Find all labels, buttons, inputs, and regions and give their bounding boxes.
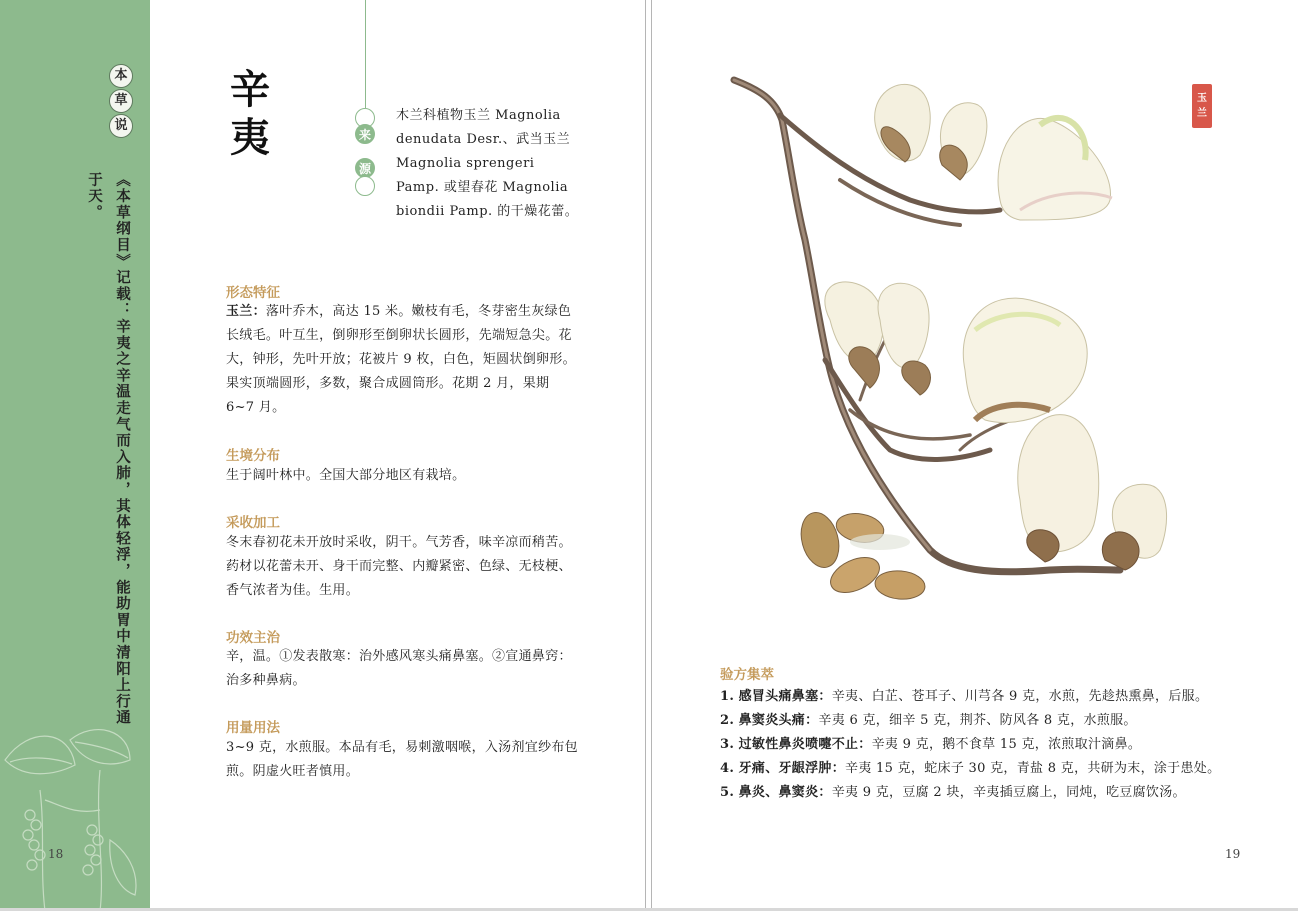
prescription-text: 辛夷、白芷、苍耳子、川芎各 9 克，水煎，先趁热熏鼻，后服。 (831, 689, 1209, 704)
prescription-name: 鼻窦炎头痛： (738, 713, 819, 728)
prescription-item (720, 760, 1220, 778)
prescription-name: 感冒头痛鼻塞： (738, 689, 832, 704)
seal-char: 玉 (1197, 93, 1207, 104)
middle-flower-cluster (825, 282, 1087, 423)
prescription-number: 3. (720, 737, 735, 752)
source-vertical-line (365, 0, 366, 108)
prescription-number: 1. (720, 689, 735, 704)
section-body-morphology (226, 300, 578, 420)
section-heading-morphology: 形态特征 (226, 285, 280, 301)
side-quote: 《本草纲目》记载：辛夷之辛温走气而入肺，其体轻浮，能助胃中清阳上行通于天。 (86, 172, 131, 727)
seal-char: 兰 (1197, 108, 1207, 119)
prescription-item (720, 688, 1208, 706)
series-title-char: 说 (109, 114, 133, 138)
prescription-number: 2. (720, 713, 735, 728)
plant-line-illustration (0, 720, 150, 911)
section-term: 玉兰： (226, 304, 266, 319)
prescription-item (720, 712, 1137, 730)
source-label-char: 源 (355, 158, 375, 178)
lower-flower-cluster (1018, 415, 1167, 570)
prescription-number: 4. (720, 761, 735, 776)
source-marker-circle (355, 176, 375, 196)
sidebar-band (0, 0, 150, 911)
title-char: 辛 (230, 66, 270, 113)
section-body-habitat: 生于阔叶林中。全国大部分地区有栽培。 (226, 468, 466, 483)
prescription-text: 辛夷 9 克，豆腐 2 块，辛夷插豆腐上，同炖，吃豆腐饮汤。 (831, 785, 1186, 800)
section-heading-harvest: 采收加工 (226, 515, 280, 531)
prescription-name: 过敏性鼻炎喷嚏不止： (738, 737, 872, 752)
prescription-item (720, 736, 1141, 754)
section-heading-habitat: 生境分布 (226, 448, 280, 464)
series-title-char: 本 (109, 64, 133, 88)
left-page (0, 0, 645, 911)
page-number-left: 18 (48, 847, 64, 861)
prescription-text: 辛夷 15 克，蛇床子 30 克，青盐 8 克，共研为末，涂于患处。 (845, 761, 1221, 776)
source-label-char: 来 (355, 124, 375, 144)
source-text: 木兰科植物玉兰 Magnolia denudata Desr.、武当玉兰 Magnolia sprengeri Pamp. 或望春花 Magnolia biondii Pamp. 的干燥花蕾。 (396, 108, 579, 219)
section-text: 落叶乔木，高达 15 米。嫩枝有毛，冬芽密生灰绿色长绒毛。叶互生，倒卵形至倒卵状长圆形，先端短急尖。花大，钟形，先叶开放；花被片 9 枚，白色，矩圆状倒卵形。果实顶端圆形，多数，聚合成圆筒形。花期 2 月，果期 6~7 月。 (226, 304, 576, 415)
prescription-name: 牙痛、牙龈浮肿： (738, 761, 846, 776)
prescription-name: 鼻炎、鼻窦炎： (738, 785, 832, 800)
prescription-text: 辛夷 6 克，细辛 5 克，荆芥、防风各 8 克，水煎服。 (818, 713, 1137, 728)
prescription-item (720, 784, 1186, 802)
book-gutter (645, 0, 652, 911)
section-body-harvest: 冬末春初花未开放时采收，阴干。气芳香，味辛凉而稍苦。药材以花蕾未开、身干而完整、内瓣紧密、色绿、无枝梗、香气浓者为佳。生用。 (226, 535, 572, 598)
seal-stamp (1192, 84, 1212, 128)
page-number-right: 19 (1225, 847, 1241, 861)
section-heading-dosage: 用量用法 (226, 720, 280, 736)
prescriptions-heading: 验方集萃 (720, 667, 774, 683)
section-body-dosage: 3~9 克，水煎服。本品有毛，易刺激咽喉，入汤剂宜纱布包煎。阴虚火旺者慎用。 (226, 740, 578, 779)
magnolia-illustration (720, 70, 1200, 630)
page-title (230, 66, 278, 162)
series-title-char: 草 (109, 89, 133, 113)
series-title (108, 64, 134, 139)
prescription-number: 5. (720, 785, 735, 800)
title-char: 夷 (230, 114, 270, 161)
section-heading-efficacy: 功效主治 (226, 630, 280, 646)
section-body-efficacy: 辛，温。①发表散寒：治外感风寒头痛鼻塞。②宣通鼻窍：治多种鼻病。 (226, 649, 572, 688)
prescription-text: 辛夷 9 克，鹅不食草 15 克，浓煎取汁滴鼻。 (871, 737, 1142, 752)
